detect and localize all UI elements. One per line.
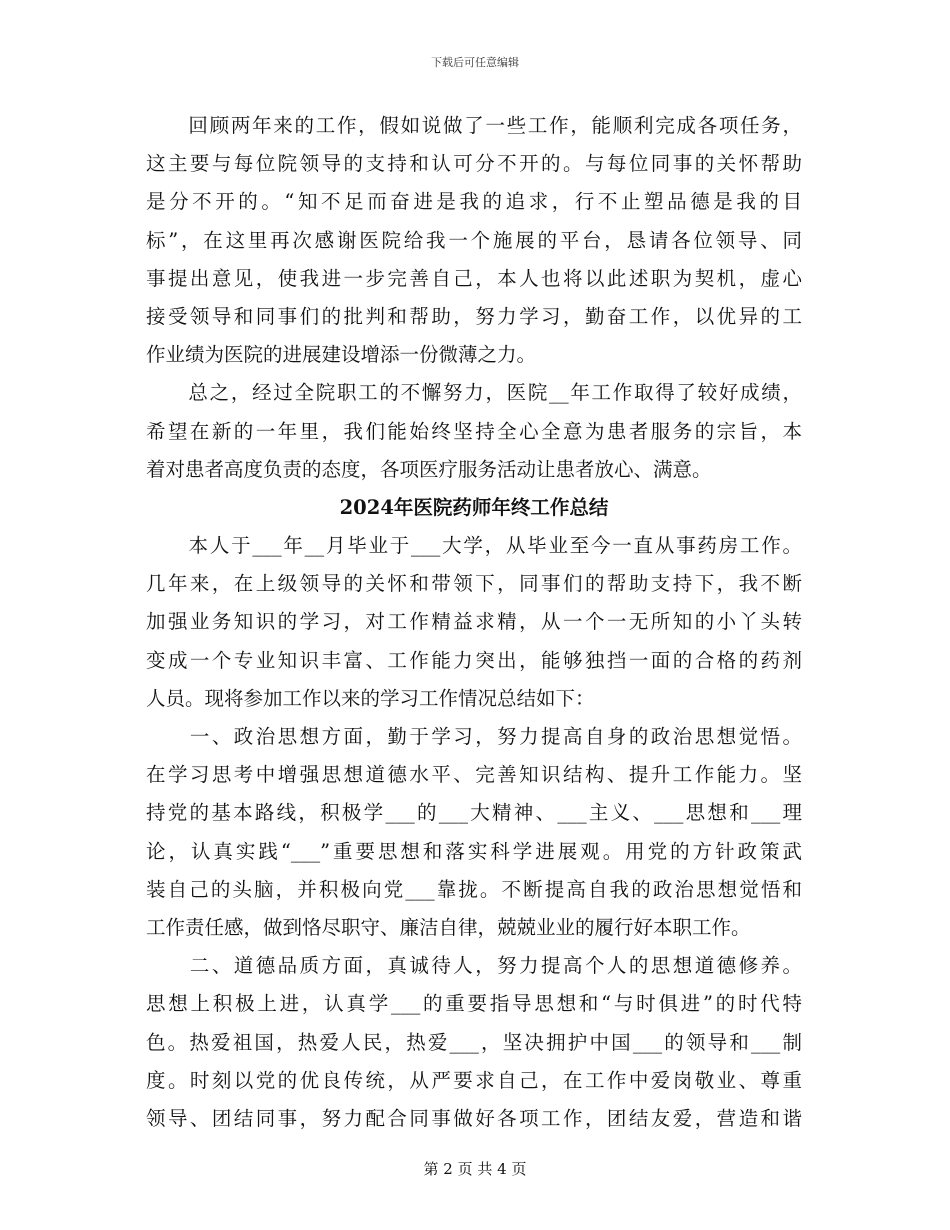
body-line: 希望在新的一年里，我们能始终坚持全心全意为患者服务的宗旨，本 [146,419,802,443]
section-line: 持党的基本路线，积极学___的___大精神、___主义、___思想和___理 [146,801,802,825]
body-line: 回顾两年来的工作，假如说做了一些工作，能顺利完成各项任务， [146,114,802,137]
section-line: 二、道德品质方面，真诚待人，努力提高个人的思想道德修养。 [146,954,802,978]
section-line: 人员。现将参加工作以来的学习工作情况总结如下： [146,686,595,710]
section-line: 加强业务知识的学习，对工作精益求精，从一个一无所知的小丫头转 [146,610,802,634]
body-line: 接受领导和同事们的批判和帮助，努力学习，勤奋工作，以优异的工 [146,304,802,328]
page-header-note: 下载后可任意编辑 [431,56,519,69]
section-line: 本人于___年__月毕业于___大学，从毕业至今一直从事药房工作。 [146,534,802,558]
section-line: 领导、团结同事，努力配合同事做好各项工作，团结友爱，营造和谐 [146,1106,802,1130]
body-line: 标”，在这里再次感谢医院给我一个施展的平台，恳请各位领导、同 [146,228,802,252]
section-line: 色。热爱祖国，热爱人民，热爱___，坚决拥护中国___的领导和___制 [146,1030,802,1054]
section-line: 度。时刻以党的优良传统，从严要求自己，在工作中爱岗敬业、尊重 [146,1068,802,1092]
section-line: 思想上积极上进，认真学___的重要指导思想和“与时俱进”的时代特 [146,992,802,1016]
section-title: 2024年医院药师年终工作总结 [339,495,609,519]
section-line: 工作责任感，做到恪尽职守、廉洁自律，兢兢业业的履行好本职工作。 [146,915,751,939]
body-line: 总之，经过全院职工的不懈努力，医院__年工作取得了较好成绩， [146,381,802,405]
section-line: 一、政治思想方面，勤于学习，努力提高自身的政治思想觉悟。 [146,725,802,748]
section-line: 变成一个专业知识丰富、工作能力突出，能够独挡一面的合格的药剂 [146,648,802,672]
body-line: 事提出意见，使我进一步完善自己，本人也将以此述职为契机，虚心 [146,266,802,290]
body-line: 是分不开的。“知不足而奋进是我的追求，行不止塑品德是我的目 [146,190,802,214]
section-line: 论，认真实践“___”重要思想和落实科学进展观。用党的方针政策武 [146,839,802,863]
section-line: 装自己的头脑，并积极向党___靠拢。不断提高自我的政治思想觉悟和 [146,877,802,901]
page-number-footer: 第 2 页 共 4 页 [423,1160,527,1178]
document-body [146,107,802,1138]
section-line: 在学习思考中增强思想道德水平、完善知识结构、提升工作能力。坚 [146,763,802,787]
body-line: 着对患者高度负责的态度，各项医疗服务活动让患者放心、满意。 [146,457,712,481]
body-line: 作业绩为医院的进展建设增添一份微薄之力。 [146,343,537,367]
body-line: 这主要与每位院领导的支持和认可分不开的。与每位同事的关怀帮助 [146,152,802,176]
section-line: 几年来，在上级领导的关怀和带领下，同事们的帮助支持下，我不断 [146,572,802,596]
